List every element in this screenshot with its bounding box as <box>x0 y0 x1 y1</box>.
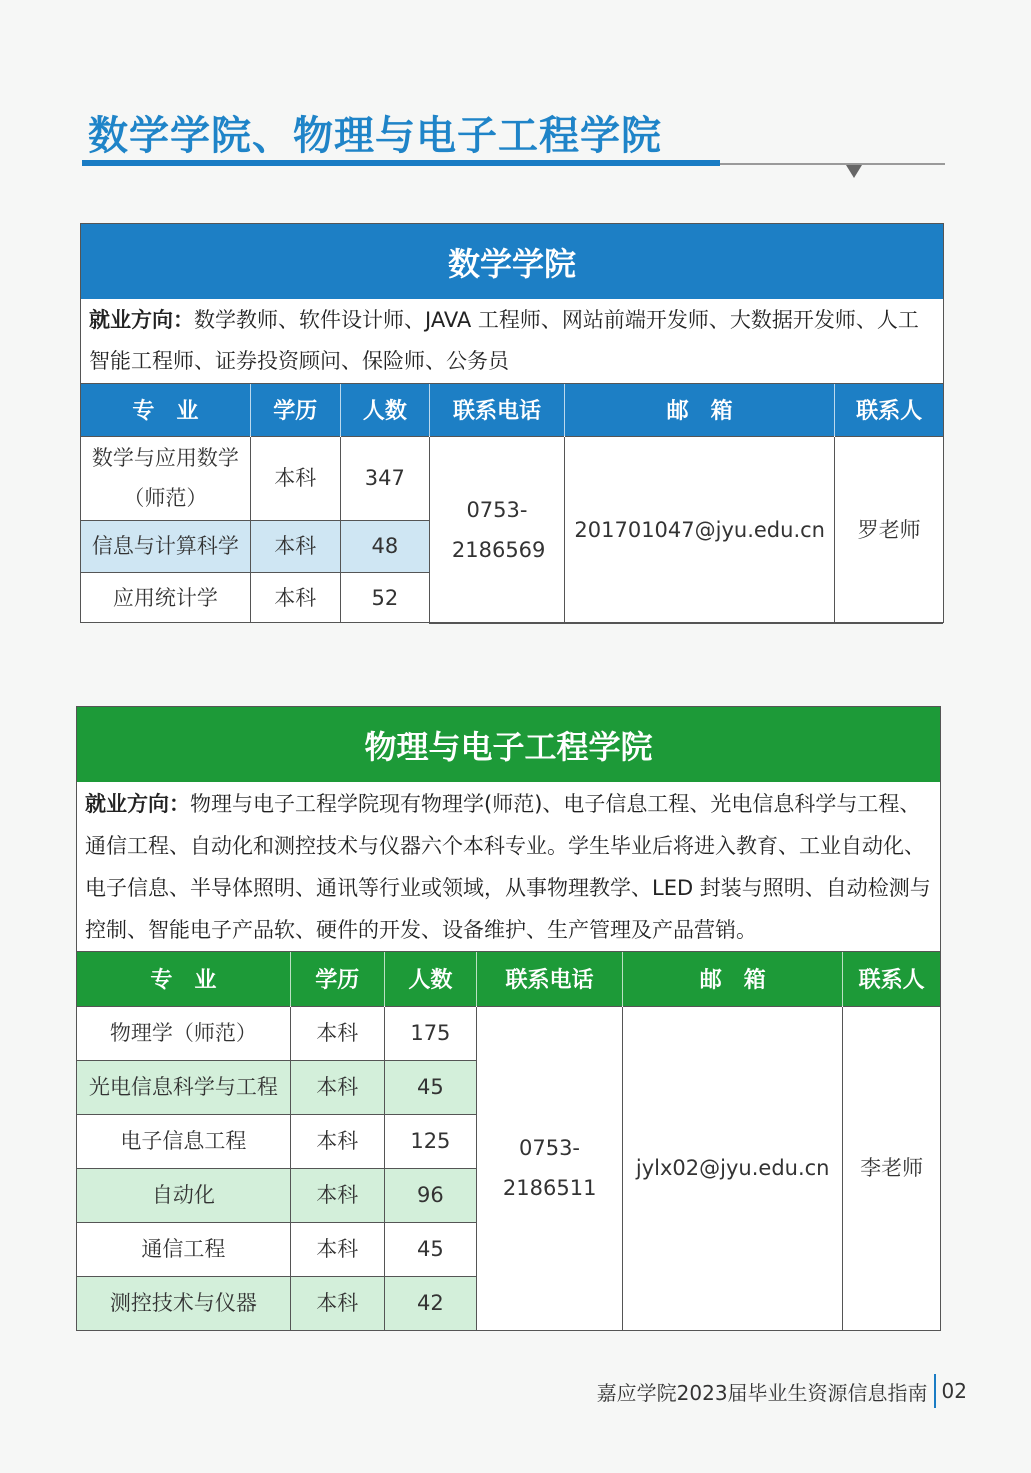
col-header-email: 邮 箱 <box>623 952 843 1006</box>
count-cell: 48 <box>340 520 429 572</box>
major-cell: 信息与计算科学 <box>81 520 250 572</box>
major-cell: 物理学（师范） <box>77 1006 290 1060</box>
page-title: 数学学院、物理与电子工程学院 <box>88 112 662 159</box>
degree-cell: 本科 <box>250 436 340 520</box>
col-header-major: 专 业 <box>77 952 290 1006</box>
contact-cell: 李老师 <box>843 1006 940 1330</box>
title-underline-accent <box>82 160 720 166</box>
degree-cell: 本科 <box>290 1060 384 1114</box>
contact-cell: 罗老师 <box>835 436 943 623</box>
major-cell: 应用统计学 <box>81 572 250 623</box>
count-cell: 347 <box>340 436 429 520</box>
degree-cell: 本科 <box>250 572 340 623</box>
degree-cell: 本科 <box>290 1114 384 1168</box>
col-header-contact: 联系人 <box>858 968 925 994</box>
email-cell: 201701047@jyu.edu.cn <box>565 436 835 623</box>
count-cell: 96 <box>384 1168 476 1222</box>
col-header-count: 人数 <box>384 952 476 1006</box>
major-cell: 数学与应用数学（师范） <box>81 436 250 520</box>
math-employment-direction <box>81 299 943 384</box>
count-cell: 45 <box>384 1060 476 1114</box>
count-cell: 52 <box>340 572 429 623</box>
degree-cell: 本科 <box>290 1222 384 1276</box>
table-row <box>77 1006 940 1060</box>
col-header-degree: 学历 <box>250 384 340 436</box>
direction-label: 就业方向： <box>89 308 194 332</box>
degree-cell: 本科 <box>290 1168 384 1222</box>
triangle-down-icon <box>846 165 862 178</box>
math-section <box>80 223 944 623</box>
count-cell: 45 <box>384 1222 476 1276</box>
col-header-phone: 联系电话 <box>476 952 622 1006</box>
math-majors-table <box>81 384 943 624</box>
footer-title: 嘉应学院2023届毕业生资源信息指南 <box>596 1380 928 1405</box>
col-header-degree: 学历 <box>290 952 384 1006</box>
degree-cell: 本科 <box>290 1006 384 1060</box>
page-number: 02 <box>941 1379 967 1403</box>
math-section-header: 数学学院 <box>81 224 943 299</box>
table-row <box>81 436 943 520</box>
phone-cell: 0753-2186569 <box>429 436 564 623</box>
count-cell: 42 <box>384 1276 476 1330</box>
email-cell: jylx02@jyu.edu.cn <box>623 1006 843 1330</box>
physics-majors-table <box>77 952 940 1331</box>
major-cell: 通信工程 <box>77 1222 290 1276</box>
col-header-email: 邮 箱 <box>565 384 835 436</box>
col-header-contact: 联系人 <box>856 399 923 425</box>
phone-cell: 0753-2186511 <box>476 1006 622 1330</box>
footer-divider <box>934 1374 936 1408</box>
major-cell: 自动化 <box>77 1168 290 1222</box>
title-underline-rule <box>720 163 945 165</box>
direction-text: 数学教师、软件设计师、JAVA 工程师、网站前端开发师、大数据开发师、人工智能工程师、证券投资顾问、保险师、公务员 <box>89 308 919 373</box>
col-header-count: 人数 <box>340 384 429 436</box>
table-header-row <box>81 384 943 436</box>
direction-text: 物理与电子工程学院现有物理学(师范)、电子信息工程、光电信息科学与工程、通信工程、自动化和测控技术与仪器六个本科专业。学生毕业后将进入教育、工业自动化、电子信息、半导体照明、通讯等行业或领域，从事物理教学、LED 封装与照明、自动检测与控制、智能电子产品软、硬件的开发、设备维护、生产管理及产品营销。 <box>85 792 931 942</box>
physics-section <box>76 706 941 1331</box>
count-cell: 175 <box>384 1006 476 1060</box>
degree-cell: 本科 <box>290 1276 384 1330</box>
major-cell: 电子信息工程 <box>77 1114 290 1168</box>
table-header-row <box>77 952 940 1006</box>
physics-section-header: 物理与电子工程学院 <box>77 707 940 782</box>
major-cell: 测控技术与仪器 <box>77 1276 290 1330</box>
count-cell: 125 <box>384 1114 476 1168</box>
page-footer <box>597 1374 967 1408</box>
major-cell: 光电信息科学与工程 <box>77 1060 290 1114</box>
physics-employment-direction <box>77 782 940 952</box>
direction-label: 就业方向： <box>85 792 190 816</box>
degree-cell: 本科 <box>250 520 340 572</box>
col-header-major: 专 业 <box>81 384 250 436</box>
col-header-phone: 联系电话 <box>429 384 564 436</box>
